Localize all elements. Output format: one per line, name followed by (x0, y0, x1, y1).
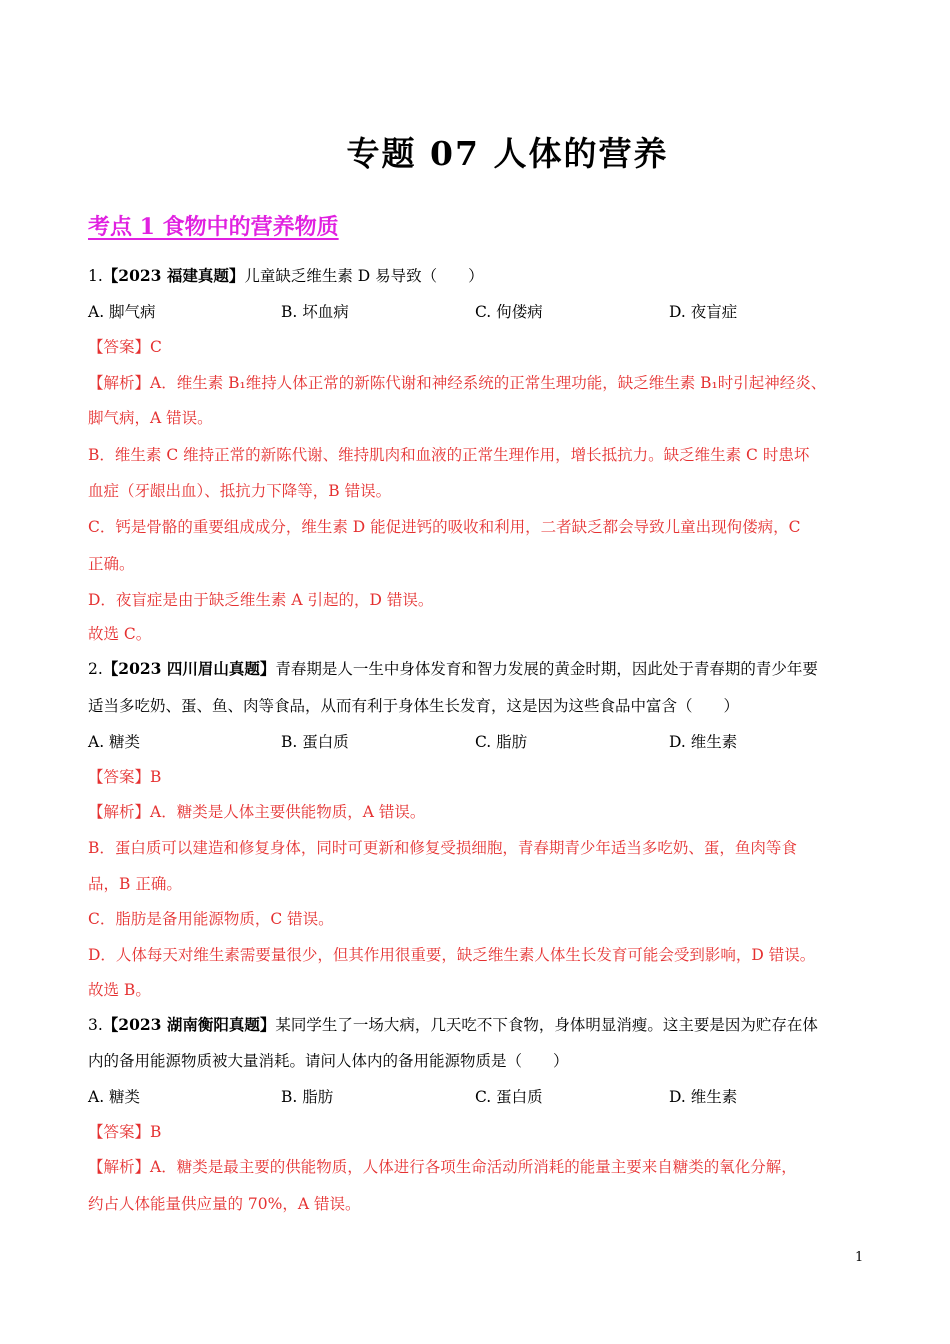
option-a: A. 脚气病 (88, 303, 156, 321)
option-c: C. 佝偻病 (475, 303, 543, 321)
option-d: D. 维生素 (669, 1088, 738, 1106)
explanation-line: C．钙是骨骼的重要组成成分，维生素 D 能促进钙的吸收和利用，二者缺乏都会导致儿童出现佝偻病，C (88, 518, 801, 536)
question-3-stem-cont: 内的备用能源物质被大量消耗。请问人体内的备用能源物质是（ ） (88, 1052, 569, 1070)
question-source: 【2023 四川眉山真题】 (102, 659, 276, 678)
explanation-line: 血症（牙龈出血）、抵抗力下降等，B 错误。 (88, 482, 392, 500)
option-d: D. 维生素 (669, 733, 738, 751)
option-b: B. 脂肪 (281, 1088, 334, 1106)
explanation-line: 品，B 正确。 (88, 875, 182, 893)
explanation-line: D．夜盲症是由于缺乏维生素 A 引起的，D 错误。 (88, 591, 434, 609)
option-d: D. 夜盲症 (669, 303, 738, 321)
explanation-line: 脚气病，A 错误。 (88, 409, 213, 427)
explanation-line: C．脂肪是备用能源物质，C 错误。 (88, 910, 334, 928)
option-a: A. 糖类 (88, 1088, 141, 1106)
explanation-line: D．人体每天对维生素需要量很少，但其作用很重要，缺乏维生素人体生长发育可能会受到影响，D 错误。 (88, 946, 816, 964)
answer: 【答案】B (88, 1123, 162, 1141)
answer: 【答案】C (88, 338, 162, 356)
explanation-line: 【解析】A．糖类是人体主要供能物质，A 错误。 (88, 803, 426, 821)
page-title: 专题 07 人体的营养 (346, 134, 669, 173)
explanation-line: 【解析】A．糖类是最主要的供能物质，人体进行各项生命活动所消耗的能量主要来自糖类的氧化分解， (88, 1158, 797, 1176)
section-title: 考点 1 食物中的营养物质 (88, 214, 339, 240)
explanation-line: B．蛋白质可以建造和修复身体，同时可更新和修复受损细胞，青春期青少年适当多吃奶、蛋，鱼肉等食 (88, 839, 797, 857)
explanation-line: B．维生素 C 维持正常的新陈代谢、维持肌肉和血液的正常生理作用，增长抵抗力。缺乏维生素 C 时患坏 (88, 446, 810, 464)
option-a: A. 糖类 (88, 733, 141, 751)
question-3-stem: 3.【2023 湖南衡阳真题】某同学生了一场大病，几天吃不下食物，身体明显消瘦。这主要是因为贮存在体 (88, 1015, 818, 1034)
explanation-line: 约占人体能量供应量的 70%，A 错误。 (88, 1195, 361, 1213)
question-source: 【2023 湖南衡阳真题】 (102, 1015, 276, 1034)
question-2-stem: 2.【2023 四川眉山真题】青春期是人一生中身体发育和智力发展的黄金时期，因此处于青春期的青少年要 (88, 659, 818, 678)
option-c: C. 脂肪 (475, 733, 528, 751)
page-number: 1 (855, 1250, 864, 1265)
conclusion: 故选 B。 (88, 981, 151, 999)
answer: 【答案】B (88, 768, 162, 786)
conclusion: 故选 C。 (88, 625, 152, 643)
question-source: 【2023 福建真题】 (102, 266, 245, 285)
question-1-stem: 1.【2023 福建真题】儿童缺乏维生素 D 易导致（ ） (88, 266, 484, 285)
option-b: B. 蛋白质 (281, 733, 349, 751)
option-c: C. 蛋白质 (475, 1088, 543, 1106)
explanation-line: 正确。 (88, 555, 135, 573)
question-2-stem-cont: 适当多吃奶、蛋、鱼、肉等食品，从而有利于身体生长发育，这是因为这些食品中富含（ ） (88, 697, 740, 715)
option-b: B. 坏血病 (281, 303, 349, 321)
explanation-line: 【解析】A．维生素 B₁维持人体正常的新陈代谢和神经系统的正常生理功能，缺乏维生素 B₁时引起神经炎、 (88, 374, 827, 392)
